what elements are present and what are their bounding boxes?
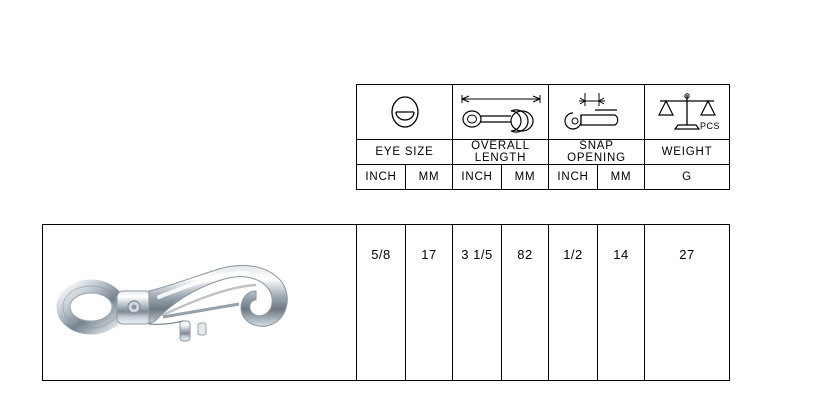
value-text: 27 (679, 247, 695, 262)
weight-icon-cell (645, 85, 730, 140)
value-text: 5/8 (371, 247, 391, 262)
spec-name-row (357, 140, 730, 165)
value-overall-length-inch (453, 225, 502, 381)
weight-scale-icon (645, 89, 729, 135)
weight-unit-g: G (645, 165, 730, 190)
snap-opening-icon-cell (549, 85, 645, 140)
spec-icon-row (357, 85, 730, 140)
overall-length-label: OVERALL LENGTH (453, 140, 549, 165)
eye-size-icon (357, 91, 452, 133)
snap-opening-unit-mm: MM (598, 165, 645, 190)
value-overall-length-mm (502, 225, 549, 381)
value-snap-opening-mm (598, 225, 645, 381)
weight-label: WEIGHT (645, 140, 730, 165)
value-text: 3 1/5 (461, 247, 493, 262)
value-eye-size-inch (357, 225, 406, 381)
overall-length-icon (453, 89, 548, 135)
value-snap-opening-inch (549, 225, 598, 381)
value-text: 82 (517, 247, 533, 262)
snap-opening-unit-inch: INCH (549, 165, 598, 190)
swivel-snap-hook-photo (43, 225, 356, 380)
value-weight-g (645, 225, 730, 381)
value-text: 17 (421, 247, 437, 262)
overall-length-unit-inch: INCH (453, 165, 502, 190)
snap-opening-label: SNAP OPENING (549, 140, 645, 165)
spec-unit-row (357, 165, 730, 190)
eye-size-unit-mm: MM (406, 165, 453, 190)
svg-text:PCS: PCS (700, 121, 721, 131)
overall-length-unit-mm: MM (502, 165, 549, 190)
product-photo-cell (43, 225, 357, 381)
overall-length-icon-cell (453, 85, 549, 140)
eye-size-label: EYE SIZE (357, 140, 453, 165)
value-eye-size-mm (406, 225, 453, 381)
product-table (42, 224, 730, 381)
eye-size-unit-inch: INCH (357, 165, 406, 190)
snap-opening-icon (549, 89, 644, 135)
value-text: 14 (613, 247, 629, 262)
table-row (43, 225, 730, 381)
spec-table (356, 84, 730, 190)
eye-size-icon-cell (357, 85, 453, 140)
value-text: 1/2 (563, 247, 583, 262)
